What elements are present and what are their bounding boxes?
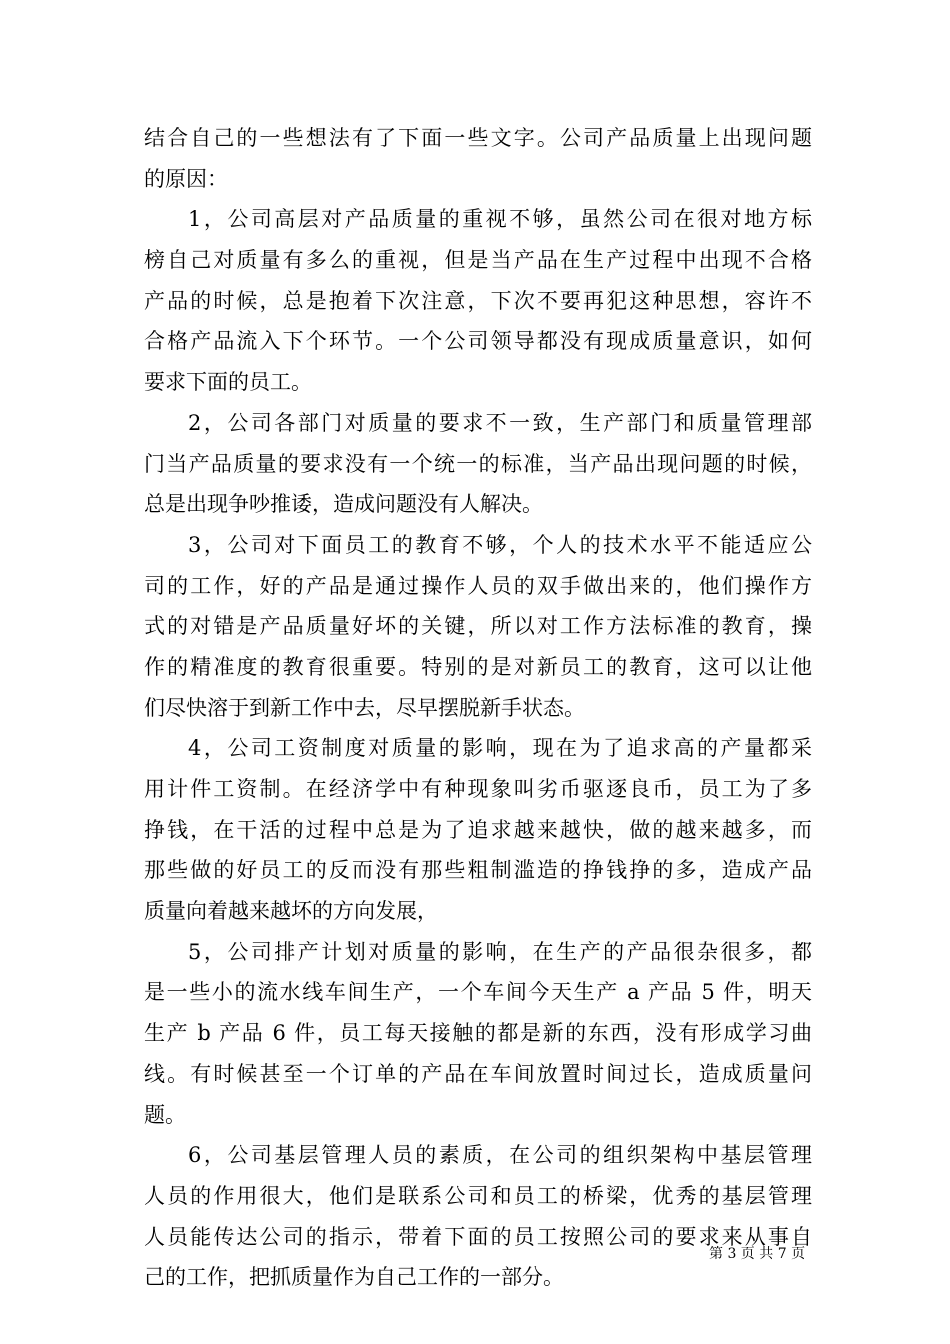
text-line: 的原因： bbox=[144, 166, 228, 191]
text-line: 题。 bbox=[144, 1102, 186, 1127]
text-line: 总是出现争吵推诿，造成问题没有人解决。 bbox=[144, 492, 543, 517]
text-line: 人员能传达公司的指示，带着下面的员工按照公司的要求来从事自 bbox=[144, 1224, 812, 1249]
text-line: 线。有时候甚至一个订单的产品在车间放置时间过长，造成质量问 bbox=[144, 1061, 812, 1086]
paragraph-5-start: 5，公司排产计划对质量的影响，在生产的产品很杂很多，都 bbox=[188, 939, 812, 964]
text-line: 榜自己对质量有多么的重视，但是当产品在生产过程中出现不合格 bbox=[144, 248, 812, 273]
text-line: 要求下面的员工。 bbox=[144, 370, 312, 395]
text-line: 那些做的好员工的反而没有那些粗制滥造的挣钱挣的多，造成产品 bbox=[144, 858, 812, 883]
text-line: 人员的作用很大，他们是联系公司和员工的桥梁，优秀的基层管理 bbox=[144, 1183, 812, 1208]
paragraph-1-start: 1，公司高层对产品质量的重视不够，虽然公司在很对地方标 bbox=[188, 207, 812, 232]
text-line: 式的对错是产品质量好坏的关键，所以对工作方法标准的教育，操 bbox=[144, 614, 812, 639]
paragraph-6-start: 6，公司基层管理人员的素质，在公司的组织架构中基层管理 bbox=[188, 1143, 812, 1168]
text-line: 结合自己的一些想法有了下面一些文字。公司产品质量上出现问题 bbox=[144, 126, 812, 150]
paragraph-2-start: 2，公司各部门对质量的要求不一致，生产部门和质量管理部 bbox=[188, 410, 812, 435]
text-line: 门当产品质量的要求没有一个统一的标准，当产品出现问题的时候， bbox=[144, 451, 812, 476]
text-line: 生产 b 产品 6 件，员工每天接触的都是新的东西，没有形成学习曲 bbox=[144, 1021, 812, 1046]
text-line: 质量向着越来越坏的方向发展， bbox=[144, 899, 438, 924]
text-line: 用计件工资制。在经济学中有种现象叫劣币驱逐良币，员工为了多 bbox=[144, 777, 812, 801]
text-line: 挣钱，在干活的过程中总是为了追求越来越快，做的越来越多，而 bbox=[144, 817, 812, 842]
text-line: 们尽快溶于到新工作中去，尽早摆脱新手状态。 bbox=[144, 695, 585, 720]
text-line: 是一些小的流水线车间生产，一个车间今天生产 a 产品 5 件，明天 bbox=[144, 980, 812, 1005]
text-line: 己的工作，把抓质量作为自己工作的一部分。 bbox=[144, 1265, 564, 1290]
text-line: 司的工作，好的产品是通过操作人员的双手做出来的，他们操作方 bbox=[144, 573, 812, 598]
text-line: 产品的时候，总是抱着下次注意，下次不要再犯这种思想，容许不 bbox=[144, 288, 812, 313]
paragraph-3-start: 3，公司对下面员工的教育不够，个人的技术水平不能适应公 bbox=[188, 532, 812, 557]
body-text bbox=[144, 118, 812, 1298]
text-line: 合格产品流入下个环节。一个公司领导都没有现成质量意识，如何 bbox=[144, 329, 812, 354]
paragraph-4-start: 4，公司工资制度对质量的影响，现在为了追求高的产量都采 bbox=[188, 736, 812, 761]
page-number-footer: 第 3 页 共 7 页 bbox=[709, 1246, 806, 1262]
text-line: 作的精准度的教育很重要。特别的是对新员工的教育，这可以让他 bbox=[144, 654, 812, 679]
